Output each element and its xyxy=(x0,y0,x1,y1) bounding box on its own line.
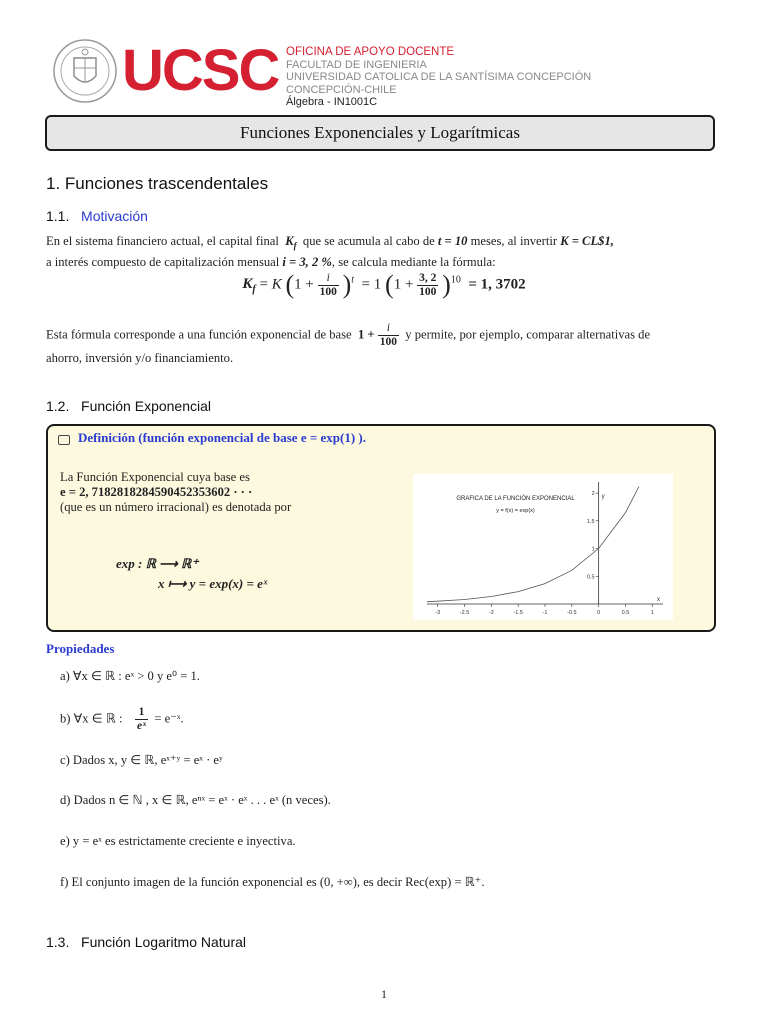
text-span: b) ∀x ∈ ℝ : xyxy=(60,711,123,726)
x-tick-label: -2.5 xyxy=(459,610,470,616)
subsection-number: 1.3. xyxy=(46,934,70,950)
math-i: i = 3, 2 % xyxy=(282,254,332,269)
x-tick-label: -2 xyxy=(488,610,494,616)
x-tick-label: -1 xyxy=(542,610,548,616)
city-name: CONCEPCIÓN-CHILE xyxy=(286,83,397,96)
property-c: c) Dados x, y ∈ ℝ, eˣ⁺ʸ = eˣ · eʸ xyxy=(60,753,223,767)
subsection-number: 1.1. xyxy=(46,208,70,224)
book-icon xyxy=(58,435,70,445)
base-paragraph: Esta fórmula corresponde a una función exponencial de base 1 + $\frac{i}{100}$ y permite, por ejemplo, comparar alternativas de ahorro, inversión y/o financiamiento. xyxy=(46,322,651,365)
chart-svg xyxy=(413,474,673,620)
fraction: $\frac{i}{100}$ xyxy=(319,271,337,298)
subsection-heading-exponencial xyxy=(46,398,211,414)
text-span: ahorro, inversión y/o financiamiento. xyxy=(46,351,234,365)
x-tick-label: -3 xyxy=(435,610,441,616)
series-line xyxy=(427,487,639,602)
definition-title: Definición (función exponencial de base e = exp(1) ). xyxy=(78,430,366,445)
chart-title: GRAFICA DE LA FUNCIÓN EXPONENCIAL xyxy=(456,496,575,502)
university-name: UNIVERSIDAD CATOLICA DE LA SANTÍSIMA CONCEPCIÓN xyxy=(286,71,592,83)
fraction: $\frac{3, 2}{100}$ xyxy=(419,271,437,298)
x-axis-label: x xyxy=(657,597,660,603)
text-span: y permite, por ejemplo, comparar alternativas de xyxy=(405,327,651,342)
text-span: meses, al invertir xyxy=(470,234,558,248)
x-tick-label: -0.5 xyxy=(567,610,577,616)
text-span: = e⁻ˣ. xyxy=(154,711,184,726)
text-span: , se calcula mediante la fórmula: xyxy=(331,254,496,269)
exp-map-line1 xyxy=(116,556,198,572)
properties-heading: Propiedades xyxy=(46,641,115,656)
x-tick-label: 0.5 xyxy=(621,610,630,616)
subsection-heading-motivacion xyxy=(46,208,148,224)
y-tick-label: 0.5 xyxy=(586,574,595,581)
course-name: Álgebra - IN1001C xyxy=(286,96,378,108)
text-line: (que es un número irracional) es denotada por xyxy=(60,500,292,514)
y-tick-label: 1 xyxy=(591,546,595,553)
page-number: 1 xyxy=(381,987,387,1001)
x-tick-label: -1.5 xyxy=(513,610,523,616)
y-tick-label: 2 xyxy=(591,491,595,498)
subsection-heading-logaritmo xyxy=(46,934,246,950)
exp-domain-codomain: exp : ℝ ⟶ ℝ⁺ xyxy=(116,556,199,571)
office-name: OFICINA DE APOYO DOCENTE xyxy=(286,46,455,58)
fraction: $\frac{i}{100}$ xyxy=(379,322,397,348)
property-b xyxy=(60,706,184,733)
chart-subtitle: y = f(x) = exp(x) xyxy=(496,508,535,514)
math-K: K = CL$1, xyxy=(560,234,614,248)
property-e: e) y = eˣ es estrictamente creciente e inyectiva. xyxy=(60,834,296,848)
text-span: Esta fórmula corresponde a una función exponencial de base xyxy=(46,327,352,342)
university-seal-logo xyxy=(52,38,118,104)
text-span: a interés compuesto de capitalización mensual xyxy=(46,254,280,269)
faculty-name: FACULTAD DE INGENIERIA xyxy=(286,58,427,71)
exp-rule: x ⟼ y = exp(x) = eˣ xyxy=(158,576,268,591)
property-f: f) El conjunto imagen de la función exponencial es (0, +∞), es decir Rec(exp) = ℝ⁺. xyxy=(60,875,485,889)
euler-constant: e = 2, 7182818284590452353602 · · · xyxy=(60,485,253,499)
motivation-paragraph: En el sistema financiero actual, el capital final $K_f$ que se acumula al cabo de t = 10 meses, al invertir K = CL$1, a interés compuesto de capitalización mensual i = 3, 2 %, se calcula mediante la fórmula: xyxy=(46,234,614,269)
subsection-number: 1.2. xyxy=(46,398,70,414)
x-tick-label: 1 xyxy=(650,610,654,616)
text-line: La Función Exponencial cuya base es xyxy=(60,470,250,484)
x-tick-label: 0 xyxy=(597,610,601,616)
section-heading: 1. Funciones trascendentales xyxy=(46,174,269,193)
y-tick-label: 1.5 xyxy=(586,518,595,525)
subsection-label: Función Logaritmo Natural xyxy=(81,934,247,950)
compound-interest-formula: $K_f = K$ (1 + $\frac{i}{100}$ )$^t$ = 1 (1 + $\frac{3, 2}{100}$ )$^{10}$ = 1, 3702 xyxy=(242,270,526,299)
institution-block xyxy=(286,46,591,109)
fraction: $\frac{1}{\text{eˣ}}$ xyxy=(137,706,147,732)
text-span: En el sistema financiero actual, el capital final xyxy=(46,234,279,248)
math-t: t = 10 xyxy=(437,234,468,248)
definition-text xyxy=(60,470,291,515)
exponential-chart xyxy=(413,474,673,620)
ucsc-logo: UCSC xyxy=(122,38,279,103)
subsection-label: Función Exponencial xyxy=(81,398,212,414)
subsection-label: Motivación xyxy=(81,208,148,224)
document-title: Funciones Exponenciales y Logarítmicas xyxy=(45,115,715,151)
formula-result: = 1, 3702 xyxy=(468,276,526,293)
property-a: a) ∀x ∈ ℝ : eˣ > 0 y e⁰ = 1. xyxy=(60,669,200,683)
text-span: que se acumula al cabo de xyxy=(302,234,435,248)
y-axis-label: y xyxy=(601,494,605,500)
exp-map-line2 xyxy=(158,576,267,592)
property-d: d) Dados n ∈ ℕ , x ∈ ℝ, eⁿˣ = eˣ · eˣ . . . eˣ (n veces). xyxy=(60,793,331,807)
